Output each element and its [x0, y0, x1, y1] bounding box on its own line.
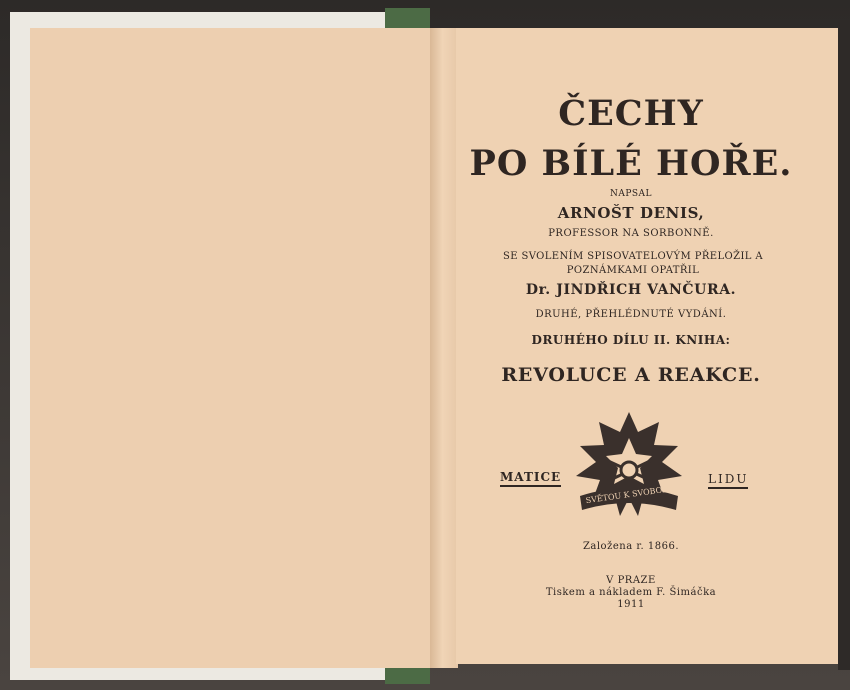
subtitle: REVOLUCE A REAKCE. [501, 364, 761, 386]
title-line-2: PO BÍLÉ HOŘE. [469, 143, 793, 184]
publisher-name-right: LIDU [708, 472, 748, 489]
founded-label: Založena r. 1866. [582, 541, 680, 552]
spine-cloth-top [385, 8, 430, 30]
emblem-motto: SVĚTOU K SVOBODĚ [585, 483, 675, 506]
written-by-label: NAPSAL [609, 189, 653, 199]
page-gutter [430, 28, 458, 668]
title-line-1: ČECHY [558, 93, 704, 134]
publisher-name-left: MATICE [500, 470, 561, 487]
translator-name: Dr. JINDŘICH VANČURA. [525, 282, 737, 298]
publisher-emblem-icon [566, 410, 692, 528]
left-blank-page [30, 28, 435, 668]
author-title: PROFESSOR NA SORBONNĚ. [548, 228, 714, 239]
edition-label: DRUHÉ, PŘEHLÉDNUTÉ VYDÁNÍ. [535, 309, 727, 320]
printer-label: Tiskem a nákladem F. Šimáčka [545, 587, 717, 598]
year-label: 1911 [617, 599, 645, 610]
page-edge-shadow [838, 20, 850, 670]
author-name: ARNOŠT DENIS, [557, 204, 705, 222]
translation-note: SE SVOLENÍM SPISOVATELOVÝM PŘELOŽIL A POZNÁMKAMI OPATŘIL [502, 251, 764, 276]
volume-label: DRUHÉHO DÍLU II. KNIHA: [531, 333, 731, 347]
city-label: V PRAZE [606, 575, 656, 586]
